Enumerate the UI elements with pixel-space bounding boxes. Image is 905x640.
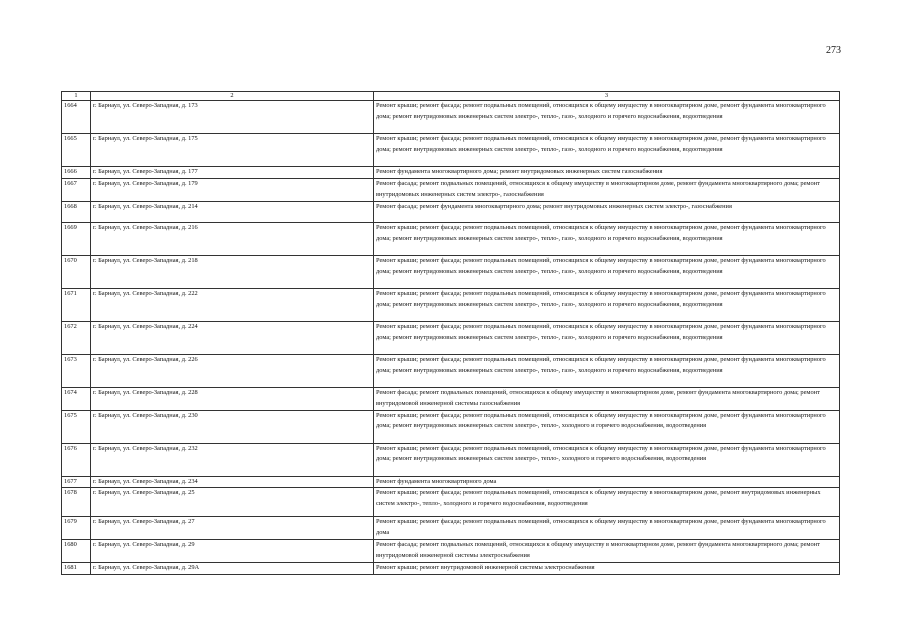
row-address: г. Барнаул, ул. Северо-Западная, д. 232 bbox=[91, 443, 374, 476]
row-number: 1665 bbox=[62, 134, 91, 167]
row-works: Ремонт крыши; ремонт фасада; ремонт подвальных помещений, относящихся к общему имуществу в многоквартирном доме, ремонт фундамента многоквартирного дома; ремонт внутридомовых инженерных систем электро-, тепло-, газо-, холодного и горячего водоснабжения, водоотведения bbox=[374, 222, 840, 255]
table-row bbox=[62, 387, 840, 410]
row-works: Ремонт фундамента многоквартирного дома; ремонт внутридомовых инженерных систем газоснабжения bbox=[374, 167, 840, 179]
row-address: г. Барнаул, ул. Северо-Западная, д. 177 bbox=[91, 167, 374, 179]
column-header-3: 3 bbox=[374, 92, 840, 101]
table-row bbox=[62, 476, 840, 488]
column-header-1: 1 bbox=[62, 92, 91, 101]
row-address: г. Барнаул, ул. Северо-Западная, д. 173 bbox=[91, 101, 374, 134]
row-address: г. Барнаул, ул. Северо-Западная, д. 216 bbox=[91, 222, 374, 255]
table-row bbox=[62, 288, 840, 321]
row-address: г. Барнаул, ул. Северо-Западная, д. 226 bbox=[91, 354, 374, 387]
table-row bbox=[62, 178, 840, 201]
row-works: Ремонт крыши; ремонт фасада; ремонт подвальных помещений, относящихся к общему имуществу в многоквартирном доме, ремонт фундамента многоквартирного дома; ремонт внутридомовых инженерных систем электро-, тепло-, газо-, холодного и горячего водоснабжения, водоотведения bbox=[374, 134, 840, 167]
table-row bbox=[62, 410, 840, 443]
row-works: Ремонт крыши; ремонт фасада; ремонт подвальных помещений, относящихся к общему имуществу в многоквартирном доме, ремонт фундамента многоквартирного дома; ремонт внутридомовых инженерных систем электро-, тепло-, газо-, холодного и горячего водоснабжения, водоотведения bbox=[374, 101, 840, 134]
row-address: г. Барнаул, ул. Северо-Западная, д. 25 bbox=[91, 488, 374, 517]
row-works: Ремонт фундамента многоквартирного дома bbox=[374, 476, 840, 488]
row-address: г. Барнаул, ул. Северо-Западная, д. 228 bbox=[91, 387, 374, 410]
row-works: Ремонт фасада; ремонт подвальных помещений, относящихся к общему имуществу в многоквартирном доме, ремонт фундамента многоквартирного дома; ремонт внутридомовой инженерной системы электроснабжения bbox=[374, 540, 840, 563]
row-number: 1667 bbox=[62, 178, 91, 201]
row-number: 1675 bbox=[62, 410, 91, 443]
row-works: Ремонт фасада; ремонт подвальных помещений, относящихся к общему имуществу в многоквартирном доме, ремонт фундамента многоквартирного дома; ремонт внутридомовых инженерных систем электро-, газоснабжения bbox=[374, 178, 840, 201]
table-row bbox=[62, 321, 840, 354]
table-row bbox=[62, 517, 840, 540]
table-row bbox=[62, 101, 840, 134]
table-row bbox=[62, 563, 840, 575]
page-number: 273 bbox=[826, 45, 841, 56]
column-header-2: 2 bbox=[91, 92, 374, 101]
row-address: г. Барнаул, ул. Северо-Западная, д. 218 bbox=[91, 255, 374, 288]
row-number: 1674 bbox=[62, 387, 91, 410]
row-address: г. Барнаул, ул. Северо-Западная, д. 224 bbox=[91, 321, 374, 354]
row-number: 1666 bbox=[62, 167, 91, 179]
table-body bbox=[62, 101, 840, 575]
row-works: Ремонт крыши; ремонт фасада; ремонт подвальных помещений, относящихся к общему имуществу в многоквартирном доме, ремонт фундамента многоквартирного дома; ремонт внутридомовых инженерных систем электро-, тепло-, газо-, холодного и горячего водоснабжения, водоотведения bbox=[374, 255, 840, 288]
table-row bbox=[62, 201, 840, 222]
row-address: г. Барнаул, ул. Северо-Западная, д. 27 bbox=[91, 517, 374, 540]
row-number: 1677 bbox=[62, 476, 91, 488]
row-works: Ремонт крыши; ремонт фасада; ремонт подвальных помещений, относящихся к общему имуществу в многоквартирном доме, ремонт фундамента многоквартирного дома bbox=[374, 517, 840, 540]
row-works: Ремонт фасада; ремонт фундамента многоквартирного дома; ремонт внутридомовых инженерных систем электро-, газоснабжения bbox=[374, 201, 840, 222]
table-header-row bbox=[62, 92, 840, 101]
row-number: 1680 bbox=[62, 540, 91, 563]
table-row bbox=[62, 222, 840, 255]
table-row bbox=[62, 540, 840, 563]
row-number: 1671 bbox=[62, 288, 91, 321]
row-number: 1673 bbox=[62, 354, 91, 387]
row-works: Ремонт фасада; ремонт подвальных помещений, относящихся к общему имуществу в многоквартирном доме, ремонт фундамента многоквартирного дома; ремонт внутридомовой инженерной системы газоснабжения bbox=[374, 387, 840, 410]
row-works: Ремонт крыши; ремонт фасада; ремонт подвальных помещений, относящихся к общему имуществу в многоквартирном доме, ремонт фундамента многоквартирного дома; ремонт внутридомовых инженерных систем электро-, тепло-, газо-, холодного и горячего водоснабжения, водоотведения bbox=[374, 354, 840, 387]
row-number: 1664 bbox=[62, 101, 91, 134]
row-address: г. Барнаул, ул. Северо-Западная, д. 222 bbox=[91, 288, 374, 321]
table-row bbox=[62, 167, 840, 179]
row-number: 1669 bbox=[62, 222, 91, 255]
table-row bbox=[62, 255, 840, 288]
row-address: г. Барнаул, ул. Северо-Западная, д. 234 bbox=[91, 476, 374, 488]
row-address: г. Барнаул, ул. Северо-Западная, д. 175 bbox=[91, 134, 374, 167]
row-number: 1670 bbox=[62, 255, 91, 288]
row-address: г. Барнаул, ул. Северо-Западная, д. 214 bbox=[91, 201, 374, 222]
row-works: Ремонт крыши; ремонт фасада; ремонт подвальных помещений, относящихся к общему имуществу в многоквартирном доме, ремонт внутридомовых инженерных систем электро-, тепло-, холодного и горячего водоснабжения, водоотведения bbox=[374, 488, 840, 517]
repair-table bbox=[61, 91, 840, 575]
table-row bbox=[62, 443, 840, 476]
row-works: Ремонт крыши; ремонт фасада; ремонт подвальных помещений, относящихся к общему имуществу в многоквартирном доме, ремонт фундамента многоквартирного дома; ремонт внутридомовых инженерных систем электро-, тепло-, газо-, холодного и горячего водоснабжения, водоотведения bbox=[374, 321, 840, 354]
row-works: Ремонт крыши; ремонт фасада; ремонт подвальных помещений, относящихся к общему имуществу в многоквартирном доме, ремонт фундамента многоквартирного дома; ремонт внутридомовых инженерных систем электро-, тепло-, холодного и горячего водоснабжения, водоотведения bbox=[374, 443, 840, 476]
row-works: Ремонт крыши; ремонт фасада; ремонт подвальных помещений, относящихся к общему имуществу в многоквартирном доме, ремонт фундамента многоквартирного дома; ремонт внутридомовых инженерных систем электро-, тепло-, холодного и горячего водоснабжения, водоотведения bbox=[374, 410, 840, 443]
row-number: 1679 bbox=[62, 517, 91, 540]
row-works: Ремонт крыши; ремонт внутридомовой инженерной системы электроснабжения bbox=[374, 563, 840, 575]
row-number: 1672 bbox=[62, 321, 91, 354]
row-number: 1676 bbox=[62, 443, 91, 476]
row-number: 1681 bbox=[62, 563, 91, 575]
row-address: г. Барнаул, ул. Северо-Западная, д. 179 bbox=[91, 178, 374, 201]
row-address: г. Барнаул, ул. Северо-Западная, д. 29А bbox=[91, 563, 374, 575]
row-number: 1668 bbox=[62, 201, 91, 222]
row-works: Ремонт крыши; ремонт фасада; ремонт подвальных помещений, относящихся к общему имуществу в многоквартирном доме, ремонт фундамента многоквартирного дома; ремонт внутридомовых инженерных систем электро-, тепло-, газо-, холодного и горячего водоснабжения, водоотведения bbox=[374, 288, 840, 321]
row-address: г. Барнаул, ул. Северо-Западная, д. 230 bbox=[91, 410, 374, 443]
table-row bbox=[62, 134, 840, 167]
table-row bbox=[62, 488, 840, 517]
row-number: 1678 bbox=[62, 488, 91, 517]
table-row bbox=[62, 354, 840, 387]
row-address: г. Барнаул, ул. Северо-Западная, д. 29 bbox=[91, 540, 374, 563]
